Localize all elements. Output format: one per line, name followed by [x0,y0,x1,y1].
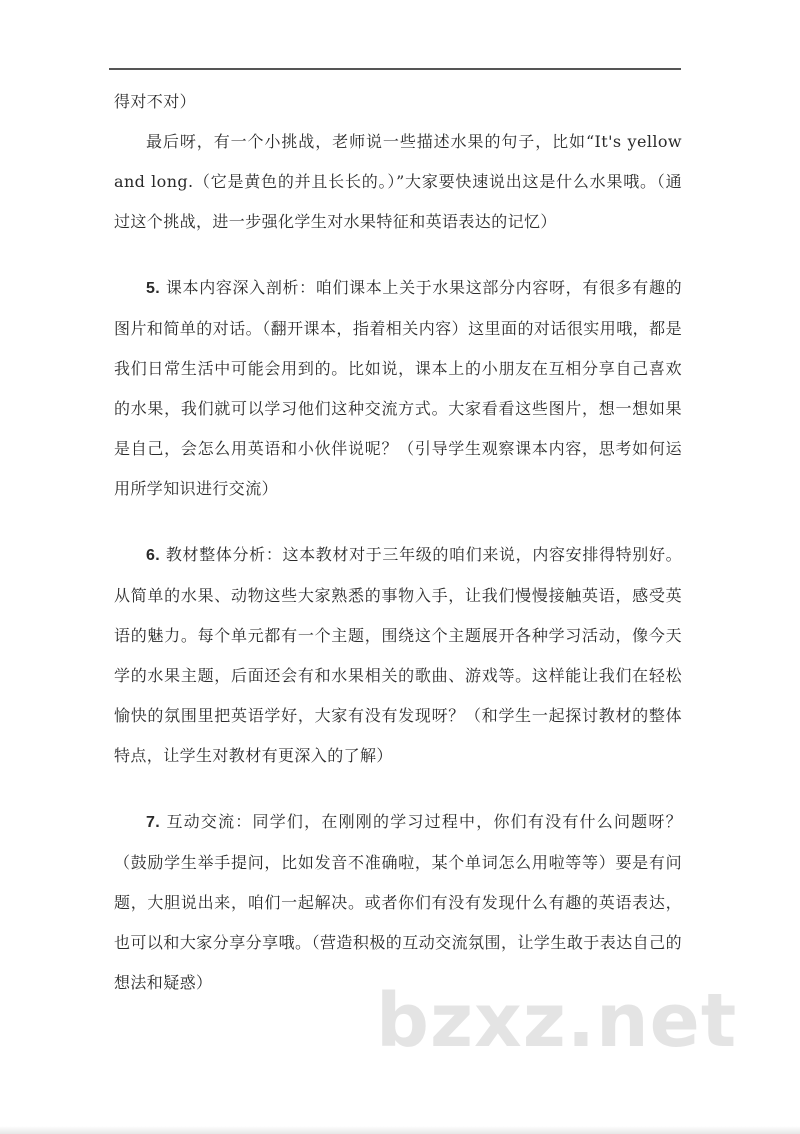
continuation-text: 得对不对） [114,92,197,111]
paragraph-number: 5. [146,280,161,297]
paragraph-number: 6. [146,547,161,564]
header-rule [109,68,681,70]
paragraph-number: 7. [146,814,161,831]
paragraph-material-overview [114,535,682,776]
paragraph-interaction [114,802,682,1003]
page-bottom-edge [0,1126,800,1134]
paragraph-textbook-analysis [114,268,682,509]
document-body [114,82,682,1003]
paragraph-material-overview-text: 教材整体分析：这本教材对于三年级的咱们来说，内容安排得特别好。从简单的水果、动物这些大家熟悉的事物入手，让我们慢慢接触英语，感受英语的魅力。每个单元都有一个主题，围绕这个主题展开各种学习活动，像今天学的水果主题，后面还会有和水果相关的歌曲、游戏等。这样能让我们在轻松愉快的氛围里把英语学好，大家有没有发现呀？（和学生一起探讨教材的整体特点，让学生对教材有更深入的了解） [114,545,682,765]
paragraph-textbook-analysis-text: 课本内容深入剖析：咱们课本上关于水果这部分内容呀，有很多有趣的图片和简单的对话。（翻开课本，指着相关内容）这里面的对话很实用哦，都是我们日常生活中可能会用到的。比如说，课本上的小朋友在互相分享自己喜欢的水果，我们就可以学习他们这种交流方式。大家看看这些图片，想一想如果是自己，会怎么用英语和小伙伴说呢？（引导学生观察课本内容，思考如何运用所学知识进行交流） [114,278,682,498]
watermark: bzxz.net [376,978,738,1064]
paragraph-challenge [114,122,682,242]
paragraph-challenge-text: 最后呀，有一个小挑战，老师说一些描述水果的句子，比如“It's yellow and long.（它是黄色的并且长长的。）”大家要快速说出这是什么水果哦。（通过这个挑战，进一步强化学生对水果特征和英语表达的记忆） [114,132,682,231]
paragraph-interaction-text: 互动交流：同学们，在刚刚的学习过程中，你们有没有什么问题呀？（鼓励学生举手提问，比如发音不准确啦，某个单词怎么用啦等等）要是有问题，大胆说出来，咱们一起解决。或者你们有没有发现什么有趣的英语表达，也可以和大家分享分享哦。（营造积极的互动交流氛围，让学生敢于表达自己的想法和疑惑） [114,812,682,992]
